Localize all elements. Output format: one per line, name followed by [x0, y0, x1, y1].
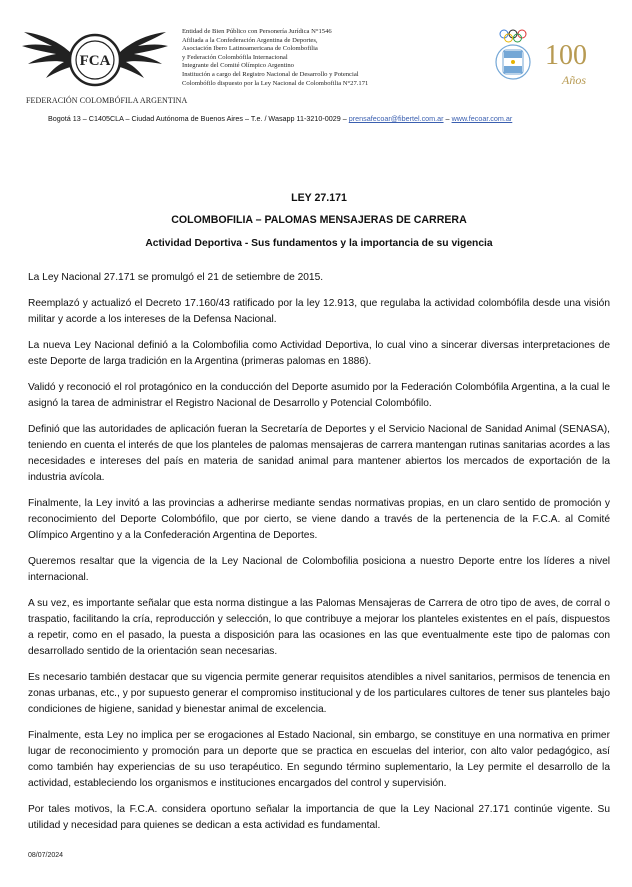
email-link[interactable]: prensafecoar@fibertel.com.ar — [348, 114, 444, 123]
body-paragraph: Es necesario también destacar que su vigencia permite generar requisitos atendibles a nivel sanitarios, permisos de tenencia en zonas urbanas, etc., y por supuesto generar el compromiso institucional y de los particulares cultores de tener sus planteles bajo condiciones de higiene, sanidad y bienestar animal de excelencia. — [28, 672, 610, 715]
olympic-committee-100-years-logo — [492, 26, 604, 94]
info-line: Institución a cargo del Registro Nacional de Desarrollo y Potencial — [182, 70, 359, 78]
document-titles — [28, 192, 610, 249]
contact-separator: – — [443, 114, 452, 123]
contact-line — [48, 114, 512, 123]
body-paragraph: Definió que las autoridades de aplicación fueran la Secretaría de Deportes y el Servicio Nacional de Sanidad Animal (SENASA), teniendo en cuenta el interés de que los planteles de palomas mensajeras de carrera mantengan rutinas sanitarias acordes a las necesidades e intereses del país en materia de sanidad animal para mantener abiertos los mercados de exportación de la industria avícola. — [28, 424, 610, 483]
body-paragraph: Por tales motivos, la F.C.A. considera oportuno señalar la importancia de que la Ley Nacional 27.171 continúe vigente. Su utilidad y necesidad para quienes se dedican a esta actividad es fundamental. — [28, 804, 610, 831]
badge-number: 100 — [545, 40, 587, 71]
left-wing-icon — [22, 32, 74, 78]
fca-winged-logo — [20, 24, 170, 94]
right-wing-icon — [116, 32, 168, 78]
body-paragraph: A su vez, es importante señalar que esta norma distingue a las Palomas Mensajeras de Carrera de otro tipo de aves, de corral o traspatio, facilitando la cría, reproducción y selección, lo que contribuye a mejorar los planteles existentes en el país, dispuestos a repetir, como en el pasado, la puesta a disposición para las ocasiones en las que eventualmente este tipo de palomas con desarrollado sentido de la orientación sean necesarias. — [28, 598, 610, 657]
info-line: y Federación Colombófila Internacional — [182, 53, 288, 61]
fca-logo-letters: FCA — [79, 53, 111, 69]
info-line: Asociación Ibero Latinoamericana de Colombofilia — [182, 45, 318, 53]
letterhead — [0, 0, 632, 132]
law-title: LEY 27.171 — [291, 192, 347, 204]
document-subtitle: COLOMBOFILIA – PALOMAS MENSAJERAS DE CARRERA — [171, 214, 467, 226]
document-date: 08/07/2024 — [28, 852, 64, 859]
info-line: Afiliada a la Confederación Argentina de Deportes, — [182, 36, 318, 44]
body-paragraph: Reemplazó y actualizó el Decreto 17.160/43 ratificado por la ley 12.913, que regulaba la actividad colombófila desde una visión militar y acorde a los intereses de la Defensa Nacional. — [28, 298, 610, 325]
body-paragraph: Queremos resaltar que la vigencia de la Ley Nacional de Colombofilia posiciona a nuestro Deporte entre los líderes a nivel internacional. — [28, 556, 610, 583]
body-paragraph: La Ley Nacional 27.171 se promulgó el 21 de setiembre de 2015. — [28, 272, 324, 283]
document-heading: Actividad Deportiva - Sus fundamentos y la importancia de su vigencia — [145, 238, 493, 249]
website-link[interactable]: www.fecoar.com.ar — [451, 114, 513, 123]
organization-name: FEDERACIÓN COLOMBÓFILA ARGENTINA — [26, 96, 188, 105]
info-line: Entidad de Bien Público con Personería Jurídica N°1546 — [182, 28, 332, 35]
contact-address: Bogotá 13 – C1405CLA – Ciudad Autónoma de Buenos Aires – T.e. / Wasapp 11-3210-0029 – — [48, 114, 349, 123]
info-line: Colombófilo dispuesto por la Ley Nacional de Colombofilia N°27.171 — [182, 79, 369, 87]
institution-info — [182, 28, 368, 88]
body-paragraph: Finalmente, la Ley invitó a las provincias a adherirse mediante sendas normativas propias, en un claro sentido de promoción y reconocimiento del Deporte Colombófilo, que por cierto, se viene dando a través de la pertenencia de la F.C.A. al Comité Olímpico Argentino y a la Confederación Argentina de Deportes. — [28, 498, 610, 541]
body-paragraph: Validó y reconoció el rol protagónico en la conducción del Deporte asumido por la Federación Colombófila Argentina, a la cual le asignó la tarea de administrar el Registro Nacional de Desarrollo y Potencial Colombófilo. — [28, 382, 610, 409]
info-line: Integrante del Comité Olímpico Argentino — [182, 62, 294, 70]
badge-word: Años — [562, 73, 586, 87]
body-paragraph: La nueva Ley Nacional definió a la Colombofilia como Actividad Deportiva, lo cual vino a sincerar diversas interpretaciones de este Deporte de larga tradición en la Argentina (primeras palomas en 1886). — [28, 340, 610, 367]
document-body — [28, 270, 610, 834]
olympic-rings-icon — [500, 30, 526, 42]
body-paragraph: Finalmente, esta Ley no implica per se erogaciones al Estado Nacional, sin embargo, se constituye en una normativa en primer lugar de reconocimiento y promoción para un deporte que se practica en escuelas del interior, con alto valor pedagógico, así como también hay experiencias de su uso terapéutico. En segundo término suplementario, la Ley permite el desarrollo de la actividad, estableciendo los organismos e instituciones encargados del control y supervisión. — [28, 730, 610, 789]
